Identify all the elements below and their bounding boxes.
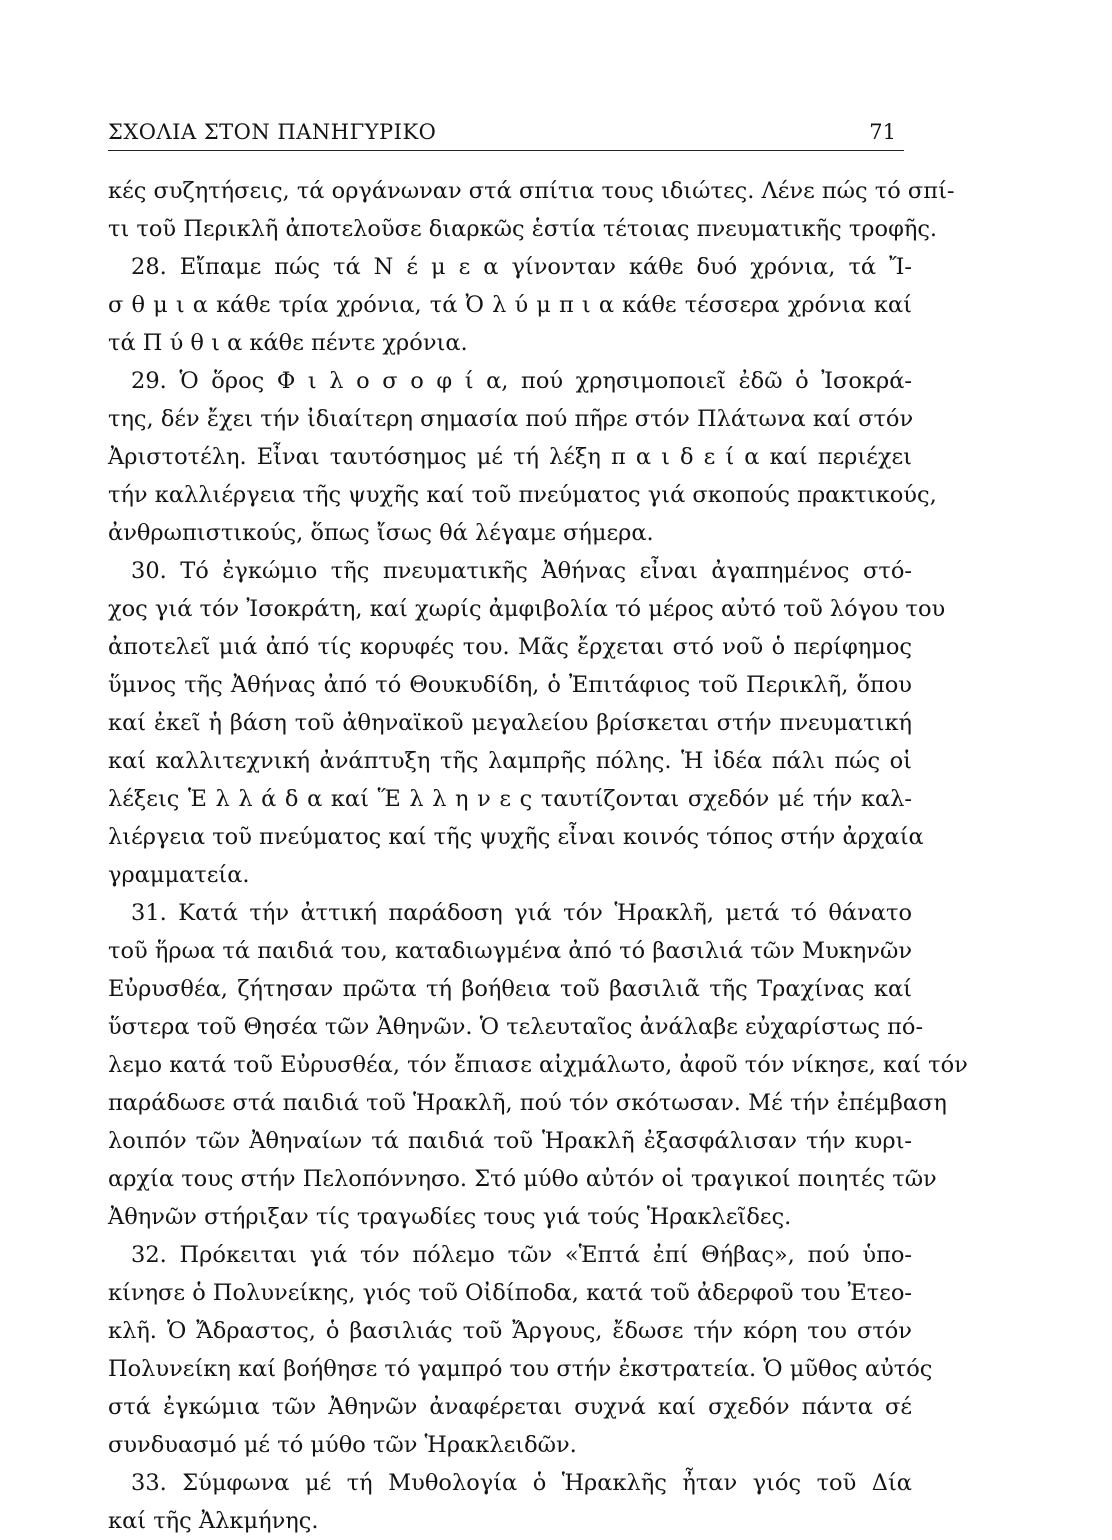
text-line: Ἀριστοτέλη. Εἶναι ταυτόσημος μέ τή λέξη π α ι δ ε ί α καί περιέχει xyxy=(108,444,912,470)
text-line: τοῦ ἥρωα τά παιδιά του, καταδιωγμένα ἀπό τό βασιλιά τῶν Μυκηνῶν xyxy=(108,938,912,964)
page-body xyxy=(108,172,968,1540)
text-line: Ἀθηνῶν στήριξαν τίς τραγωδίες τους γιά τούς Ἡρακλεῖδες. xyxy=(108,1204,792,1230)
text-line: σ θ μ ι α κάθε τρία χρόνια, τά Ὀ λ ύ μ π ι α κάθε τέσσερα χρόνια καί xyxy=(108,292,912,318)
text-line: κές συζητήσεις, τά οργάνωναν στά σπίτια τους ιδιώτες. Λένε πώς τό σπί- xyxy=(108,178,955,204)
text-line: καί καλλιτεχνική ἀνάπτυξη τῆς λαμπρῆς πόλης. Ἡ ἰδέα πάλι πώς οἱ xyxy=(108,748,912,774)
text-line: στά ἐγκώμια τῶν Ἀθηνῶν ἀναφέρεται συχνά καί σχεδόν πάντα σέ xyxy=(108,1394,912,1420)
text-line: παράδωσε στά παιδιά τοῦ Ἡρακλῆ, πού τόν σκότωσαν. Μέ τήν ἐπέμβαση xyxy=(108,1090,947,1116)
text-line: κίνησε ὁ Πολυνείκης, γιός τοῦ Οἰδίποδα, κατά τοῦ ἀδερφοῦ του Ἐτεο- xyxy=(108,1280,912,1306)
note-33-line: 33. Σύμφωνα μέ τή Μυθολογία ὁ Ἡρακλῆς ἦταν γιός τοῦ Δία xyxy=(131,1470,912,1496)
text-line: ἀποτελεῖ μιά ἀπό τίς κορυφές του. Μᾶς ἔρχεται στό νοῦ ὁ περίφημος xyxy=(108,634,912,660)
text-line: Πολυνείκη καί βοήθησε τό γαμπρό του στήν ἐκστρατεία. Ὁ μῦθος αὐτός xyxy=(108,1356,933,1382)
note-30-line: 30. Τό ἐγκώμιο τῆς πνευματικῆς Ἀθήνας εἶναι ἀγαπημένος στό- xyxy=(131,558,912,584)
text-line: της, δέν ἔχει τήν ἰδιαίτερη σημασία πού πῆρε στόν Πλάτωνα καί στόν xyxy=(108,406,914,432)
text-line: λεμο κατά τοῦ Εὐρυσθέα, τόν ἔπιασε αἰχμάλωτο, ἀφοῦ τόν νίκησε, καί τόν xyxy=(108,1052,968,1078)
note-28-line: 28. Εἴπαμε πώς τά Ν έ μ ε α γίνονταν κάθε δυό χρόνια, τά Ἴ- xyxy=(131,254,912,280)
header-rule xyxy=(108,150,904,151)
text-line: λιέργεια τοῦ πνεύματος καί τῆς ψυχῆς εἶναι κοινός τόπος στήν ἀρχαία xyxy=(108,824,924,850)
text-line: τά Π ύ θ ι α κάθε πέντε χρόνια. xyxy=(108,330,468,356)
note-32-line: 32. Πρόκειται γιά τόν πόλεμο τῶν «Ἑπτά ἐπί Θήβας», πού ὑπο- xyxy=(131,1242,912,1268)
text-line: κλῆ. Ὁ Ἄδραστος, ὁ βασιλιάς τοῦ Ἄργους, ἔδωσε τήν κόρη του στόν xyxy=(108,1318,912,1344)
text-line: καί ἐκεῖ ἡ βάση τοῦ ἀθηναϊκοῦ μεγαλείου βρίσκεται στήν πνευματική xyxy=(108,710,912,736)
text-line: ἀνθρωπιστικούς, ὅπως ἴσως θά λέγαμε σήμερα. xyxy=(108,520,654,546)
text-line: ὕμνος τῆς Ἀθήνας ἀπό τό Θουκυδίδη, ὁ Ἐπιτάφιος τοῦ Περικλῆ, ὅπου xyxy=(108,672,912,698)
page-number: 71 xyxy=(869,120,896,144)
text-line: γραμματεία. xyxy=(108,862,250,888)
note-31-line: 31. Κατά τήν ἀττική παράδοση γιά τόν Ἡρακλῆ, μετά τό θάνατο xyxy=(131,900,912,926)
note-29-line: 29. Ὁ ὅρος Φ ι λ ο σ ο φ ί α, πού χρησιμοποιεῖ ἐδῶ ὁ Ἰσοκρά- xyxy=(131,368,912,394)
text-line: συνδυασμό μέ τό μύθο τῶν Ἡρακλειδῶν. xyxy=(108,1432,577,1458)
text-line: λοιπόν τῶν Ἀθηναίων τά παιδιά τοῦ Ἡρακλῆ ἐξασφάλισαν τήν κυρι- xyxy=(108,1128,912,1154)
text-line: τι τοῦ Περικλῆ ἀποτελοῦσε διαρκῶς ἑστία τέτοιας πνευματικῆς τροφῆς. xyxy=(108,216,938,242)
text-line: ὕστερα τοῦ Θησέα τῶν Ἀθηνῶν. Ὁ τελευταῖος ἀνάλαβε εὐχαρίστως πό- xyxy=(108,1014,924,1040)
text-line: Εὐρυσθέα, ζήτησαν πρῶτα τή βοήθεια τοῦ βασιλιᾶ τῆς Τραχίνας καί xyxy=(108,976,912,1002)
text-line: τήν καλλιέργεια τῆς ψυχῆς καί τοῦ πνεύματος γιά σκοπούς πρακτικούς, xyxy=(108,482,937,508)
running-title: ΣΧΟΛΙΑ ΣΤΟΝ ΠΑΝΗΓΥΡΙΚΟ xyxy=(108,120,437,144)
text-line: καί τῆς Ἀλκμήνης. xyxy=(108,1508,319,1534)
text-line: χος γιά τόν Ἰσοκράτη, καί χωρίς ἀμφιβολία τό μέρος αὐτό τοῦ λόγου του xyxy=(108,596,946,622)
text-line: λέξεις Ἑ λ λ ά δ α καί Ἕ λ λ η ν ε ς ταυτίζονται σχεδόν μέ τήν καλ- xyxy=(108,786,912,812)
page-header xyxy=(108,118,904,152)
text-line: αρχία τους στήν Πελοπόννησο. Στό μύθο αὐτόν οἱ τραγικοί ποιητές τῶν xyxy=(108,1166,937,1192)
